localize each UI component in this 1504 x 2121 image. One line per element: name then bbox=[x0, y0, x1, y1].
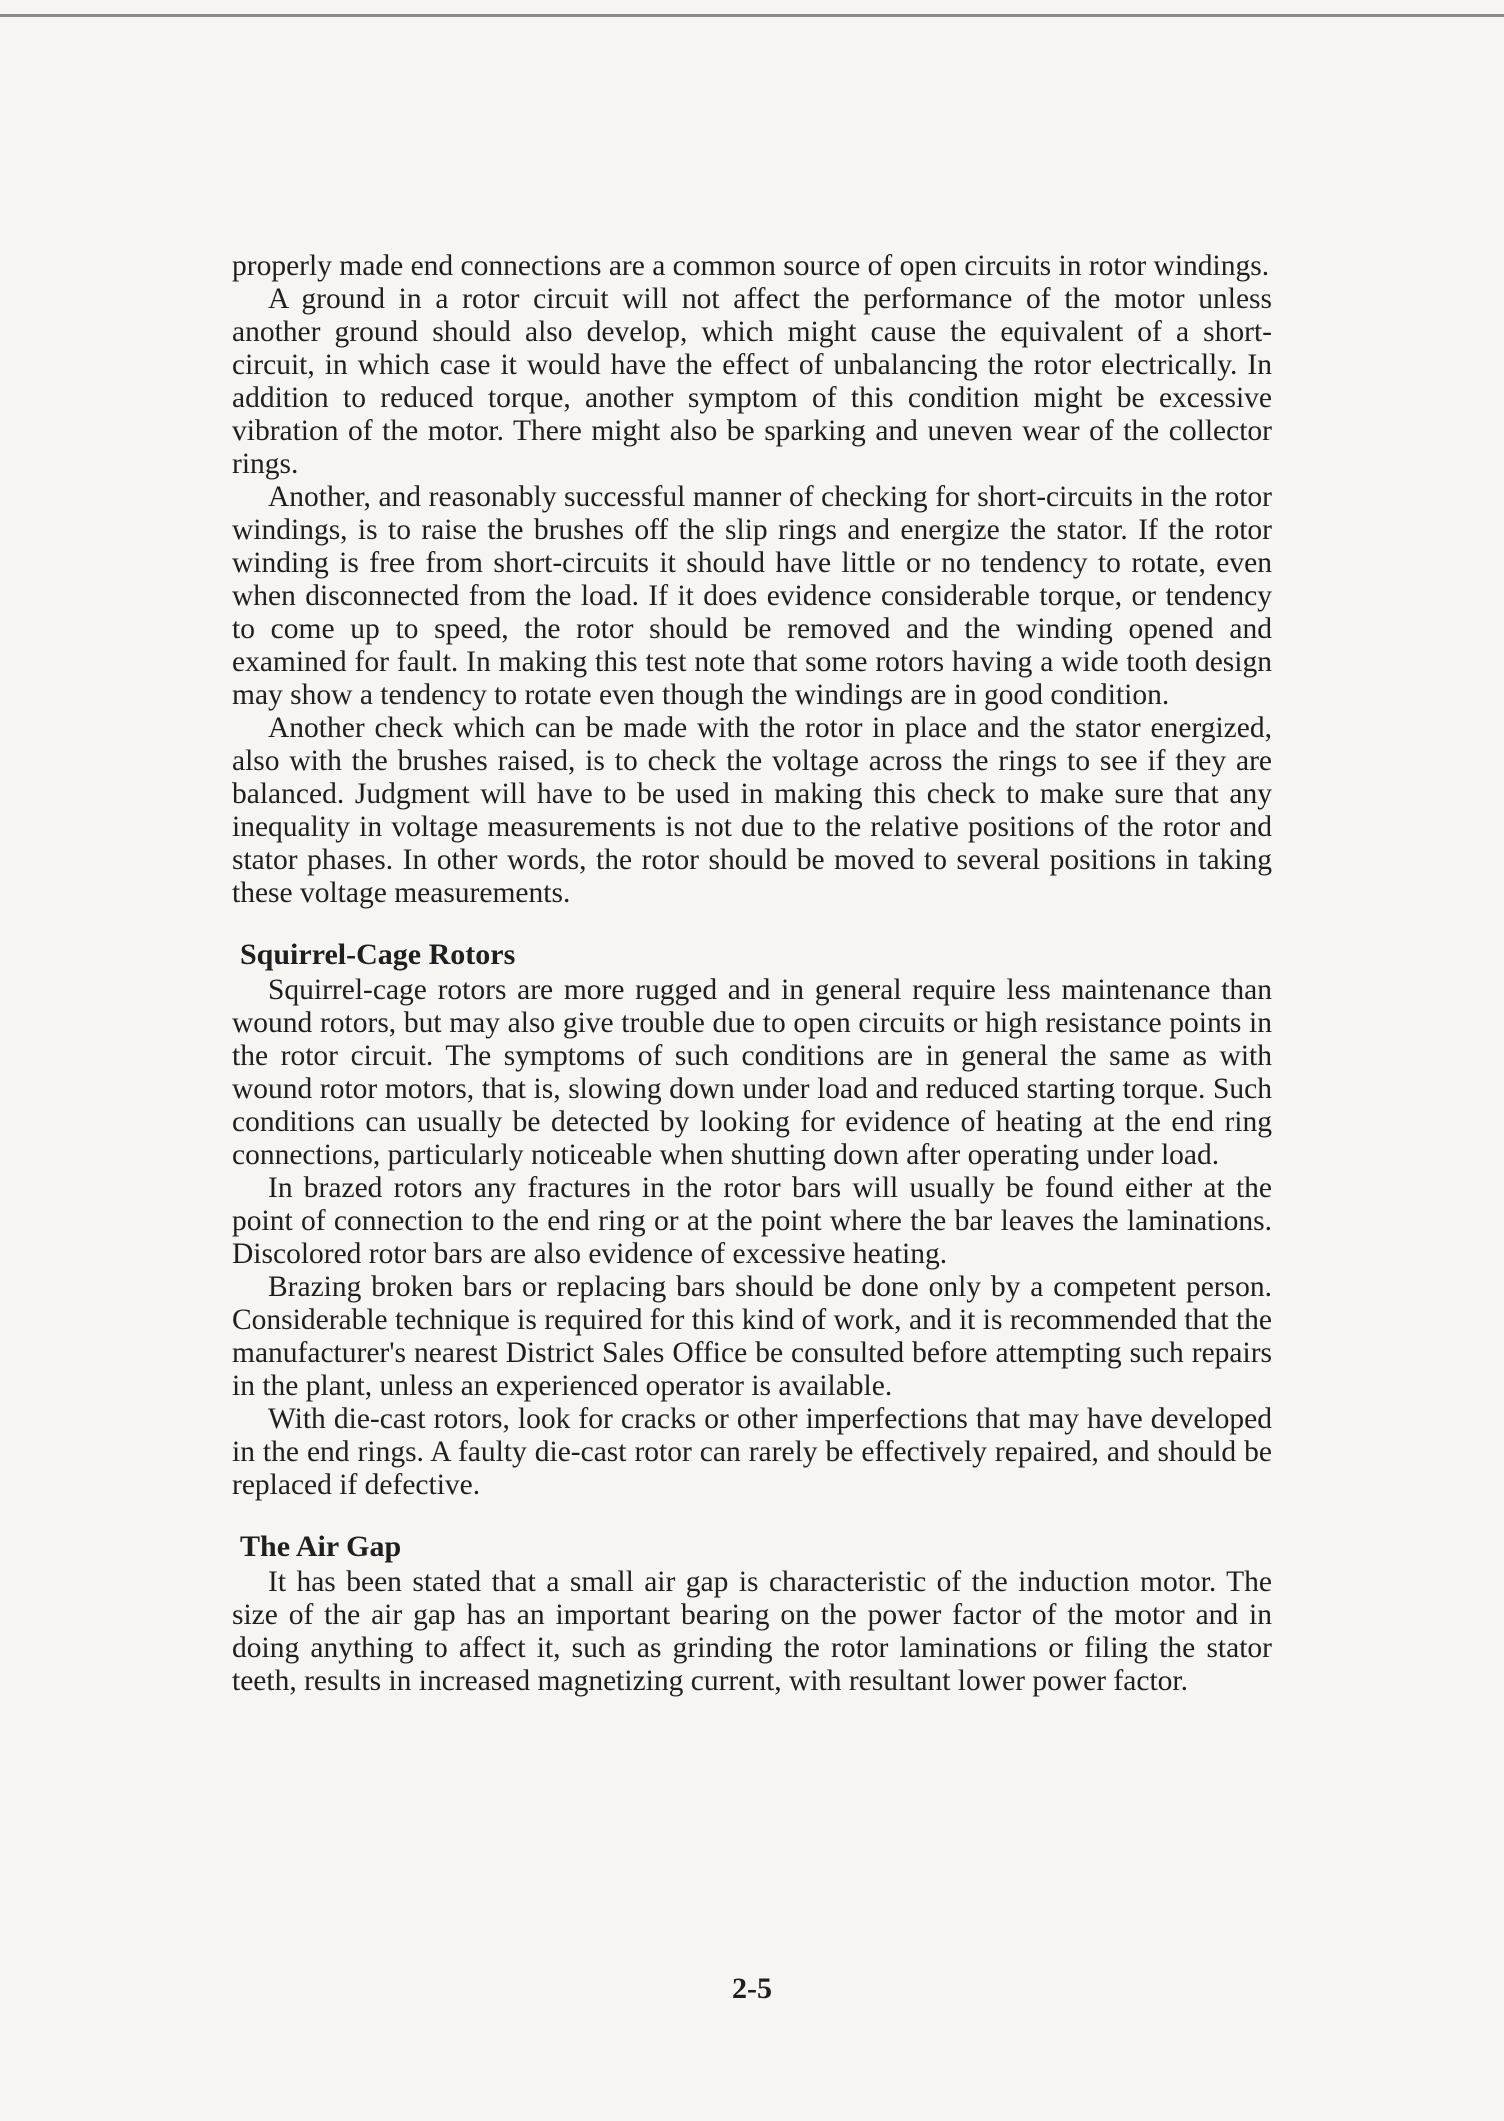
paragraph: A ground in a rotor circuit will not affect the performance of the motor unless another ground should also develop, which might cause the equivalent of a short-circuit, in which case it would have the effect of unbalancing the rotor electrically. In addition to reduced torque, another symptom of this condition might be excessive vibration of the motor. There might also be sparking and uneven wear of the collector rings. bbox=[232, 283, 1272, 480]
paragraph: Another check which can be made with the rotor in place and the stator energized, also with the brushes raised, is to check the voltage across the rings to see if they are balanced. Judgment will have to be used in making this check to make sure that any inequality in voltage measurements is not due to the relative positions of the rotor and stator phases. In other words, the rotor should be moved to several positions in taking these voltage measurements. bbox=[232, 712, 1272, 909]
paragraph: Squirrel-cage rotors are more rugged and in general require less maintenance than wound rotors, but may also give trouble due to open circuits or high resistance points in the rotor circuit. The symptoms of such conditions are in general the same as with wound rotor motors, that is, slowing down under load and reduced starting torque. Such conditions can usually be detected by looking for evidence of heating at the end ring connections, particularly noticeable when shutting down after operating under load. bbox=[232, 974, 1272, 1171]
page-body bbox=[232, 250, 1272, 1698]
paragraph: Another, and reasonably successful manner of checking for short-circuits in the rotor windings, is to raise the brushes off the slip rings and energize the stator. If the rotor winding is free from short-circuits it should have little or no tendency to rotate, even when disconnected from the load. If it does evidence considerable torque, or tendency to come up to speed, the rotor should be removed and the winding opened and examined for fault. In making this test note that some rotors having a wide tooth design may show a tendency to rotate even though the windings are in good condition. bbox=[232, 481, 1272, 711]
page-number: 2-5 bbox=[732, 1972, 772, 2005]
section-heading-air-gap: The Air Gap bbox=[240, 1530, 402, 1563]
section-heading-squirrel-cage-rotors: Squirrel-Cage Rotors bbox=[240, 938, 516, 971]
paragraph: With die-cast rotors, look for cracks or other imperfections that may have developed in the end rings. A faulty die-cast rotor can rarely be effectively repaired, and should be replaced if defective. bbox=[232, 1403, 1272, 1501]
paragraph: In brazed rotors any fractures in the rotor bars will usually be found either at the point of connection to the end ring or at the point where the bar leaves the laminations. Discolored rotor bars are also evidence of excessive heating. bbox=[232, 1172, 1272, 1270]
paragraph: Brazing broken bars or replacing bars should be done only by a competent person. Considerable technique is required for this kind of work, and it is recommended that the manufacturer's nearest District Sales Office be consulted before attempting such repairs in the plant, unless an experienced operator is available. bbox=[232, 1271, 1272, 1402]
top-border-rule bbox=[0, 14, 1504, 17]
paragraph: It has been stated that a small air gap is characteristic of the induction motor. The size of the air gap has an important bearing on the power factor of the motor and in doing anything to affect it, such as grinding the rotor laminations or filing the stator teeth, results in increased magnetizing current, with resultant lower power factor. bbox=[232, 1566, 1272, 1697]
paragraph: properly made end connections are a common source of open circuits in rotor windings. bbox=[232, 250, 1270, 282]
